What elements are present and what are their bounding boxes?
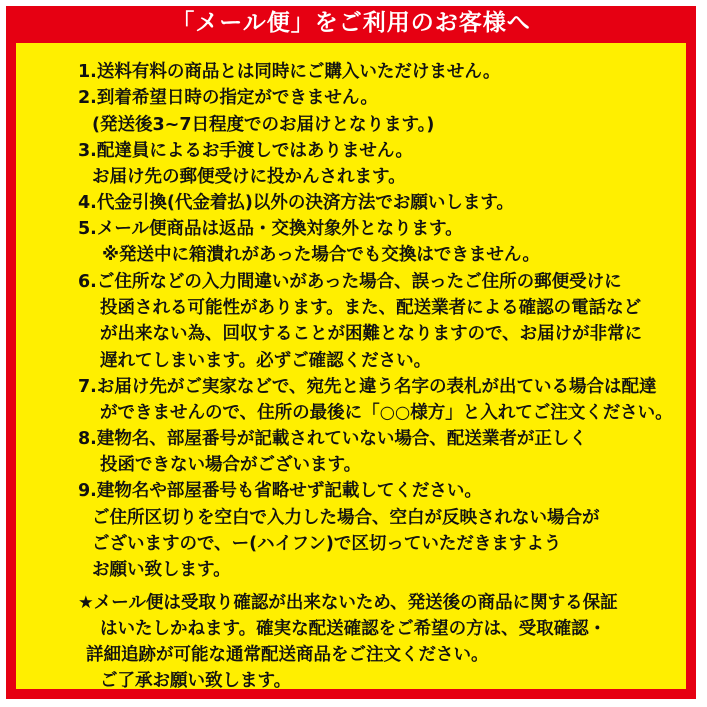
notice-line: 1.送料有料の商品とは同時にご購入いただけません。 [78, 62, 501, 82]
notice-line: 詳細追跡が可能な通常配送商品をご注文ください。 [86, 645, 489, 665]
notice-line: 2.到着希望日時の指定ができません。 [78, 88, 378, 108]
notice-panel [16, 43, 686, 689]
notice-line: ございますので、ー(ハイフン)で区切っていただきますよう [92, 534, 562, 554]
notice-line: はいたしかねます。確実な配送確認をご希望の方は、受取確認・ [100, 619, 607, 639]
notice-line: 投函できない場合がございます。 [100, 455, 362, 475]
notice-line: 8.建物名、部屋番号が記載されていない場合、配送業者が正しく [78, 429, 587, 449]
notice-line: ご了承お願い致します。 [100, 671, 292, 691]
notice-line: 4.代金引換(代金着払)以外の決済方法でお願いします。 [78, 193, 514, 213]
notice-line: ★メール便は受取り確認が出来ないため、発送後の商品に関する保証 [78, 593, 618, 613]
notice-line: 5.メール便商品は返品・交換対象外となります。 [78, 219, 463, 239]
notice-line: お届け先の郵便受けに投かんされます。 [92, 167, 406, 187]
notice-frame [6, 6, 696, 699]
notice-line: 9.建物名や部屋番号も省略せず記載してください。 [78, 481, 482, 501]
notice-line: 遅れてしまいます。必ずご確認ください。 [100, 351, 432, 371]
notice-line: ご住所区切りを空白で入力した場合、空白が反映されない場合が [92, 508, 600, 528]
notice-line: が出来ない為、回収することが困難となりますので、お届けが非常に [100, 324, 643, 344]
notice-line: 投函される可能性があります。また、配送業者による確認の電話など [100, 298, 642, 318]
notice-line: 6.ご住所などの入力間違いがあった場合、誤ったご住所の郵便受けに [78, 272, 622, 292]
notice-line: 3.配達員によるお手渡しではありません。 [78, 141, 413, 161]
notice-line: 7.お届け先がご実家などで、宛先と違う名字の表札が出ている場合は配達 [78, 377, 657, 397]
notice-line: ができませんので、住所の最後に「○○様方」と入れてご注文ください。 [100, 403, 673, 423]
notice-line: ※発送中に箱潰れがあった場合でも交換はできません。 [102, 245, 540, 265]
notice-line: お願い致します。 [92, 560, 231, 580]
notice-title: 「メール便」をご利用のお客様へ [171, 10, 531, 36]
notice-line: (発送後3~7日程度でのお届けとなります。) [92, 115, 435, 135]
